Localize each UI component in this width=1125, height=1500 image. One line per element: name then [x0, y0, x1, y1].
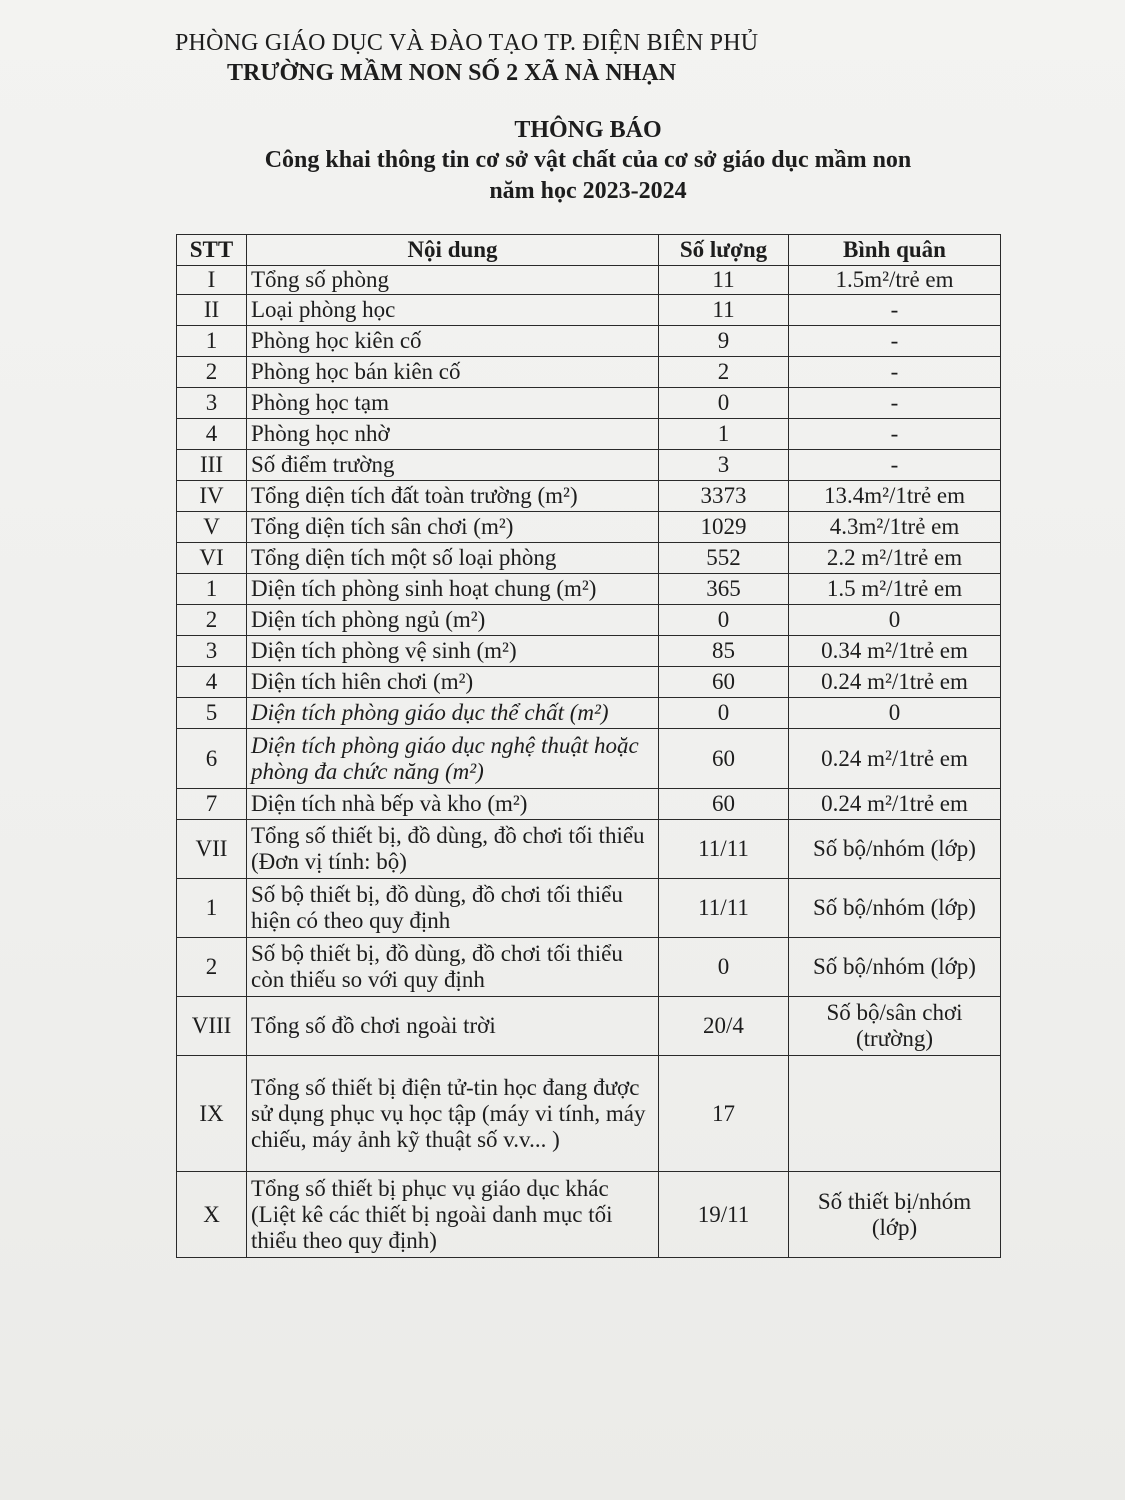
- table-row: [177, 419, 1001, 450]
- row-quantity: 3: [659, 450, 789, 481]
- row-stt: 4: [177, 667, 247, 698]
- row-average: 1.5 m²/1trẻ em: [789, 574, 1001, 605]
- row-quantity: 1: [659, 419, 789, 450]
- table-row: [177, 667, 1001, 698]
- table-row: [177, 574, 1001, 605]
- row-stt: 5: [177, 698, 247, 729]
- table-body: [177, 266, 1001, 1258]
- row-quantity: 11: [659, 266, 789, 295]
- row-average: Số bộ/nhóm (lớp): [789, 938, 1001, 997]
- row-content: Phòng học kiên cố: [247, 326, 659, 357]
- row-content: Tổng số thiết bị, đồ dùng, đồ chơi tối thiểu (Đơn vị tính: bộ): [247, 820, 659, 879]
- row-average: Số bộ/nhóm (lớp): [789, 820, 1001, 879]
- table-row: [177, 1172, 1001, 1258]
- row-average: -: [789, 295, 1001, 326]
- row-stt: 1: [177, 326, 247, 357]
- row-stt: 2: [177, 938, 247, 997]
- table-row: [177, 789, 1001, 820]
- table-row: [177, 636, 1001, 667]
- row-average: 0.24 m²/1trẻ em: [789, 789, 1001, 820]
- table-row: [177, 295, 1001, 326]
- row-quantity: 0: [659, 605, 789, 636]
- column-header-quantity: Số lượng: [659, 235, 789, 266]
- row-content: Tổng diện tích sân chơi (m²): [247, 512, 659, 543]
- row-content: Diện tích phòng vệ sinh (m²): [247, 636, 659, 667]
- row-quantity: 0: [659, 698, 789, 729]
- row-stt: X: [177, 1172, 247, 1258]
- row-content: Loại phòng học: [247, 295, 659, 326]
- row-quantity: 11: [659, 295, 789, 326]
- row-average: -: [789, 419, 1001, 450]
- row-content: Số bộ thiết bị, đồ dùng, đồ chơi tối thiểu còn thiếu so với quy định: [247, 938, 659, 997]
- row-stt: 3: [177, 388, 247, 419]
- table-row: [177, 388, 1001, 419]
- row-content: Tổng số thiết bị phục vụ giáo dục khác (Liệt kê các thiết bị ngoài danh mục tối thiểu theo quy định): [247, 1172, 659, 1258]
- row-average: Số bộ/nhóm (lớp): [789, 879, 1001, 938]
- row-average: 4.3m²/1trẻ em: [789, 512, 1001, 543]
- row-content: Tổng diện tích một số loại phòng: [247, 543, 659, 574]
- table-row: [177, 605, 1001, 636]
- row-stt: II: [177, 295, 247, 326]
- row-quantity: 19/11: [659, 1172, 789, 1258]
- row-quantity: 2: [659, 357, 789, 388]
- row-content: Tổng số đồ chơi ngoài trời: [247, 997, 659, 1056]
- row-quantity: 60: [659, 789, 789, 820]
- row-average: 0.24 m²/1trẻ em: [789, 729, 1001, 789]
- row-content: Số điểm trường: [247, 450, 659, 481]
- row-stt: 7: [177, 789, 247, 820]
- table-row: [177, 512, 1001, 543]
- row-stt: I: [177, 266, 247, 295]
- table-row: [177, 450, 1001, 481]
- row-quantity: 11/11: [659, 879, 789, 938]
- table-row: [177, 820, 1001, 879]
- table-row: [177, 938, 1001, 997]
- row-stt: 2: [177, 357, 247, 388]
- row-average: Số thiết bị/nhóm (lớp): [789, 1172, 1001, 1258]
- row-stt: 4: [177, 419, 247, 450]
- row-average: 0: [789, 698, 1001, 729]
- row-stt: VI: [177, 543, 247, 574]
- row-quantity: 0: [659, 388, 789, 419]
- row-average: -: [789, 450, 1001, 481]
- row-quantity: 60: [659, 667, 789, 698]
- row-average: -: [789, 357, 1001, 388]
- row-stt: 6: [177, 729, 247, 789]
- row-quantity: 85: [659, 636, 789, 667]
- table-row: [177, 1056, 1001, 1172]
- row-average: 0.24 m²/1trẻ em: [789, 667, 1001, 698]
- row-stt: 3: [177, 636, 247, 667]
- row-quantity: 9: [659, 326, 789, 357]
- row-content: Tổng diện tích đất toàn trường (m²): [247, 481, 659, 512]
- row-stt: VII: [177, 820, 247, 879]
- row-quantity: 0: [659, 938, 789, 997]
- header-org: PHÒNG GIÁO DỤC VÀ ĐÀO TẠO TP. ĐIỆN BIÊN PHỦ: [175, 30, 759, 56]
- row-quantity: 17: [659, 1056, 789, 1172]
- table-row: [177, 879, 1001, 938]
- notice-subtitle: Công khai thông tin cơ sở vật chất của cơ sở giáo dục mầm non: [264, 147, 912, 173]
- table-row: [177, 729, 1001, 789]
- notice-year: năm học 2023-2024: [489, 178, 687, 204]
- row-content: Phòng học bán kiên cố: [247, 357, 659, 388]
- row-average: 2.2 m²/1trẻ em: [789, 543, 1001, 574]
- row-content: Diện tích nhà bếp và kho (m²): [247, 789, 659, 820]
- row-stt: V: [177, 512, 247, 543]
- row-average: Số bộ/sân chơi (trường): [789, 997, 1001, 1056]
- table-header-row: [177, 235, 1001, 266]
- row-average: 0.34 m²/1trẻ em: [789, 636, 1001, 667]
- row-stt: 1: [177, 574, 247, 605]
- row-quantity: 20/4: [659, 997, 789, 1056]
- row-stt: 2: [177, 605, 247, 636]
- row-stt: III: [177, 450, 247, 481]
- column-header-average: Bình quân: [789, 235, 1001, 266]
- table-row: [177, 543, 1001, 574]
- row-stt: VIII: [177, 997, 247, 1056]
- row-stt: 1: [177, 879, 247, 938]
- table-row: [177, 266, 1001, 295]
- row-content: Diện tích phòng giáo dục nghệ thuật hoặc phòng đa chức năng (m²): [247, 729, 659, 789]
- row-quantity: 11/11: [659, 820, 789, 879]
- column-header-content: Nội dung: [247, 235, 659, 266]
- table-row: [177, 997, 1001, 1056]
- row-content: Phòng học nhờ: [247, 419, 659, 450]
- row-average: 13.4m²/1trẻ em: [789, 481, 1001, 512]
- row-quantity: 3373: [659, 481, 789, 512]
- table-row: [177, 698, 1001, 729]
- column-header-stt: STT: [177, 235, 247, 266]
- row-average: 0: [789, 605, 1001, 636]
- row-content: Diện tích hiên chơi (m²): [247, 667, 659, 698]
- facility-table: [176, 234, 1001, 1258]
- row-average: -: [789, 326, 1001, 357]
- row-content: Số bộ thiết bị, đồ dùng, đồ chơi tối thiểu hiện có theo quy định: [247, 879, 659, 938]
- row-content: Phòng học tạm: [247, 388, 659, 419]
- table-row: [177, 326, 1001, 357]
- row-quantity: 1029: [659, 512, 789, 543]
- row-stt: IX: [177, 1056, 247, 1172]
- row-content: Diện tích phòng giáo dục thể chất (m²): [247, 698, 659, 729]
- header-school: TRƯỜNG MẦM NON SỐ 2 XÃ NÀ NHẠN: [227, 60, 677, 86]
- row-average: -: [789, 388, 1001, 419]
- row-quantity: 365: [659, 574, 789, 605]
- row-average: [789, 1056, 1001, 1172]
- row-stt: IV: [177, 481, 247, 512]
- row-content: Tổng số phòng: [247, 266, 659, 295]
- row-content: Diện tích phòng ngủ (m²): [247, 605, 659, 636]
- row-quantity: 60: [659, 729, 789, 789]
- notice-title: THÔNG BÁO: [514, 117, 662, 143]
- row-average: 1.5m²/trẻ em: [789, 266, 1001, 295]
- table-row: [177, 481, 1001, 512]
- row-content: Tổng số thiết bị điện tử-tin học đang được sử dụng phục vụ học tập (máy vi tính, máy chiếu, máy ảnh kỹ thuật số v.v... ): [247, 1056, 659, 1172]
- row-quantity: 552: [659, 543, 789, 574]
- table-row: [177, 357, 1001, 388]
- row-content: Diện tích phòng sinh hoạt chung (m²): [247, 574, 659, 605]
